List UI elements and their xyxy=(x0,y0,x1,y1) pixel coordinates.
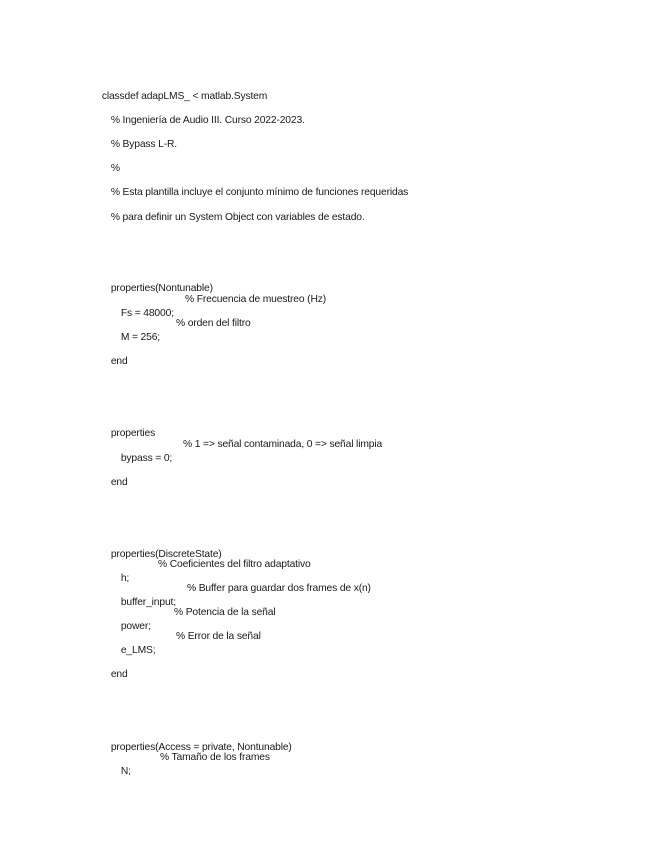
property-line xyxy=(110,751,410,807)
end-line xyxy=(100,341,128,383)
inline-comment: % Frecuencia de muestreo (Hz) xyxy=(185,294,327,305)
code-text: end xyxy=(110,669,128,680)
code-text: properties(DiscreteState) xyxy=(110,549,222,560)
inline-comment: % Error de la señal xyxy=(176,631,261,642)
code-text: classdef adapLMS_ < matlab.System xyxy=(101,91,268,102)
code-text: end xyxy=(110,477,128,488)
code-text: % Bypass L-R. xyxy=(110,139,177,150)
code-text: e_LMS; xyxy=(120,645,156,656)
inline-comment: % orden del filtro xyxy=(176,318,251,329)
code-text: bypass = 0; xyxy=(120,453,173,464)
property-line xyxy=(110,630,410,686)
code-text: % Ingeniería de Audio III. Curso 2022-2023. xyxy=(110,115,305,126)
code-text: properties(Nontunable) xyxy=(110,283,213,294)
inline-comment: % Buffer para guardar dos frames de x(n) xyxy=(187,583,371,594)
end-line xyxy=(100,654,128,696)
code-text: power; xyxy=(120,621,151,632)
code-text: % xyxy=(110,163,120,174)
inline-comment: % Tamaño de los frames xyxy=(160,752,270,763)
comment-line xyxy=(100,197,365,239)
code-text: Fs = 48000; xyxy=(120,308,174,319)
inline-comment: % Potencia de la señal xyxy=(174,607,276,618)
inline-comment: % 1 => señal contaminada, 0 => señal limpia xyxy=(183,439,383,450)
inline-comment: % Coeficientes del filtro adaptativo xyxy=(158,559,311,570)
property-line xyxy=(110,438,490,494)
code-text: buffer_input; xyxy=(120,597,176,608)
end-line xyxy=(100,462,128,504)
code-text: M = 256; xyxy=(120,332,160,343)
property-line xyxy=(110,317,410,373)
code-text: % para definir un System Object con variables de estado. xyxy=(110,212,365,223)
code-text: N; xyxy=(120,766,131,777)
code-text: h; xyxy=(120,573,130,584)
code-text: % Esta plantilla incluye el conjunto mínimo de funciones requeridas xyxy=(110,187,409,198)
code-text: end xyxy=(110,356,128,367)
code-text: properties(Access = private, Nontunable) xyxy=(110,742,292,753)
code-text: properties xyxy=(110,428,156,439)
